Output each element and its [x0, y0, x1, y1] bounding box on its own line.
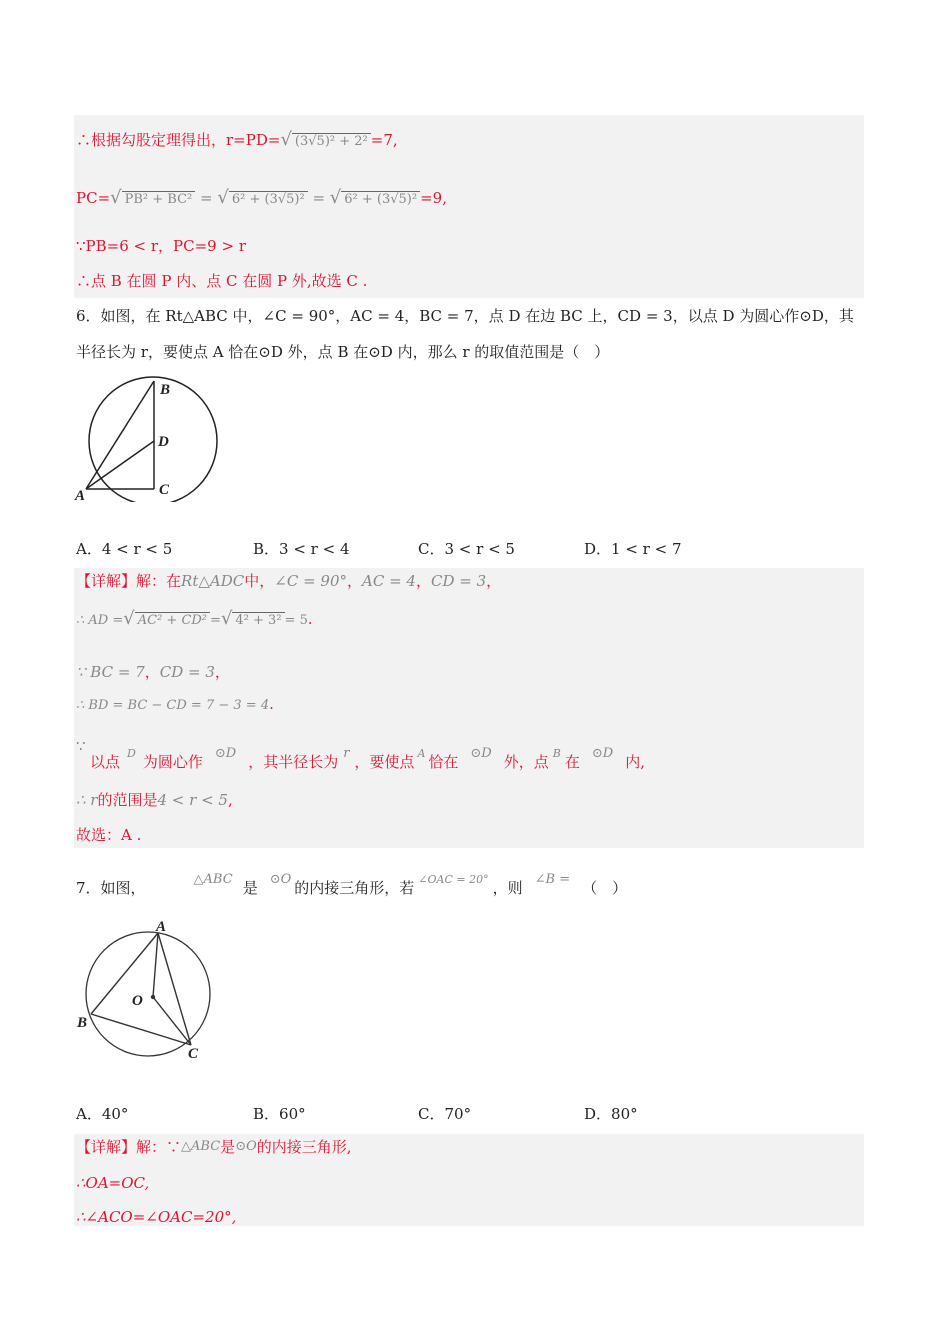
q7-option-b[interactable]: B．60° [253, 1105, 306, 1123]
sol5-line2: PC=√ PB² + BC² = √ 6² + (3√5)² = √ 6² + (3√5)² =9, [76, 187, 447, 208]
sol5-line3: ∵PB=6 < r，PC=9 > r [76, 237, 247, 255]
center-point [151, 995, 155, 999]
q6-line1: 6．如图，在 Rt△ABC 中，∠C = 90°，AC = 4，BC = 7，点 D 在边 BC 上，CD = 3，以点 D 为圆心作⊙D，其 [76, 307, 854, 325]
label-b: B [160, 382, 171, 398]
label-d: D [158, 434, 169, 450]
q6-line2: 半径长为 r，要使点 A 恰在⊙D 外，点 B 在⊙D 内，那么 r 的取值范围是（ ） [76, 343, 610, 361]
sol6-line7: 故选：A . [76, 826, 142, 844]
label-b: B [77, 1015, 88, 1031]
sol6-line2: ∴ AD =√ AC² + CD² =√ 4² + 3² = 5. [76, 608, 313, 629]
label-a: A [156, 919, 167, 935]
circle-o [86, 932, 210, 1056]
q6-figure [70, 372, 230, 502]
label-a: A [75, 488, 86, 502]
q7-option-a[interactable]: A．40° [76, 1105, 129, 1123]
sol6-line3: ∵ BC = 7，CD = 3， [76, 663, 230, 681]
sol6-line4: ∴ BD = BC − CD = 7 − 3 = 4. [76, 695, 274, 713]
segment-oa [153, 933, 158, 997]
segment-ab [91, 933, 158, 1014]
segment-ad [86, 441, 154, 489]
q6-option-d[interactable]: D．1 < r < 7 [584, 540, 682, 558]
q6-option-b[interactable]: B．3 < r < 4 [253, 540, 350, 558]
sol7-line2: ∴OA=OC, [76, 1174, 150, 1192]
segment-ac [158, 933, 191, 1045]
sol6-line5-body: 以点 $^D$ 为圆心作 ⊙D ，其半径长为 r ，要使点 $^A$ 恰在 ⊙D 外，点 $^B$ 在 ⊙D 内, [90, 746, 645, 771]
sol7-line1: 【详解】解：∵△ABC是⊙O的内接三角形, [76, 1138, 352, 1156]
label-o: O [132, 993, 143, 1009]
q6-option-c[interactable]: C．3 < r < 5 [418, 540, 515, 558]
segment-ab [86, 381, 154, 489]
sol6-line1: 【详解】解：在Rt△ADC中，∠C = 90°，AC = 4，CD = 3， [76, 572, 502, 590]
segment-oc [153, 997, 191, 1045]
q7-option-c[interactable]: C．70° [418, 1105, 472, 1123]
label-c: C [188, 1046, 199, 1062]
circle-d [89, 377, 217, 502]
sol5-line1: ∴根据勾股定理得出，r=PD=√ (3√5)² + 2² =7, [76, 129, 398, 150]
q7-line: 7．如图， △ABC 是 ⊙O 的内接三角形，若 $^{\angle OAC = 20^\circ}$ ，则 ∠B = （ ） [76, 872, 628, 897]
sol7-line3: ∴∠ACO=∠OAC=20°, [76, 1208, 237, 1226]
q7-figure [72, 916, 222, 1066]
sol6-line5: ∵ [76, 737, 86, 755]
label-c: C [159, 482, 170, 498]
q7-option-d[interactable]: D．80° [584, 1105, 638, 1123]
sol5-line4: ∴点 B 在圆 P 内、点 C 在圆 P 外,故选 C . [76, 272, 368, 290]
q6-option-a[interactable]: A．4 < r < 5 [76, 540, 173, 558]
sol6-line6: ∴ r的范围是4 < r < 5, [76, 791, 233, 809]
